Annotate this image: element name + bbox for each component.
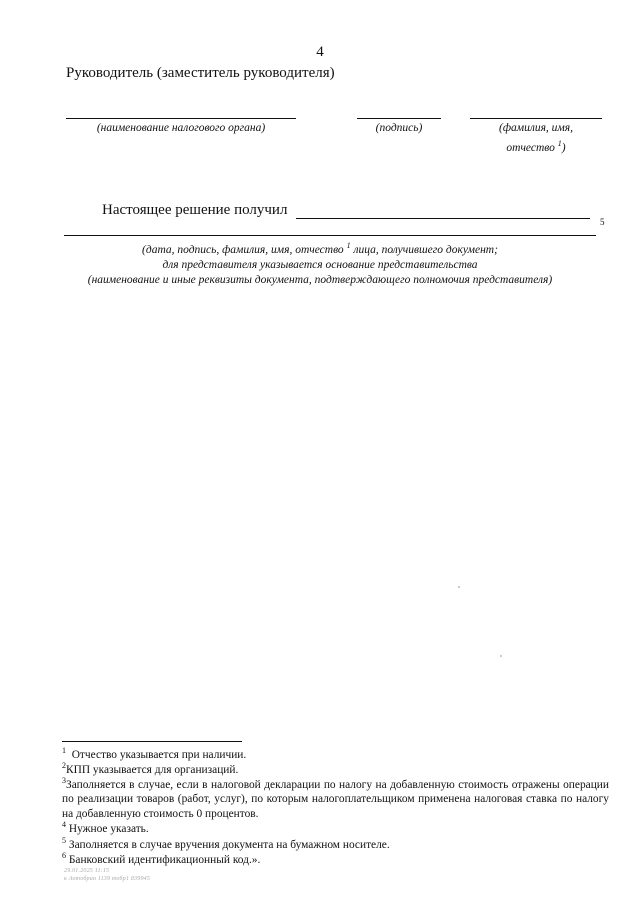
received-caption bbox=[40, 238, 600, 288]
signature-line bbox=[357, 118, 441, 119]
received-caption-line1: (дата, подпись, фамилия, имя, отчество $^1$ лица, получившего документ; bbox=[142, 241, 498, 256]
footnote-2: $^2$КПП указывается для организаций. bbox=[62, 761, 239, 776]
fullname-caption-line1: (фамилия, имя, bbox=[498, 122, 573, 134]
scan-speck bbox=[458, 586, 460, 588]
footnote-6: $^6$ Банковский идентификационный код.». bbox=[62, 851, 261, 866]
received-caption-line3: (наименование и иные реквизиты документа, подтверждающего полномочия представителя) bbox=[87, 273, 553, 286]
received-footnote-mark: 5 bbox=[600, 217, 605, 227]
page-number: 4 bbox=[316, 44, 324, 60]
received-label: Настоящее решение получил bbox=[102, 202, 288, 218]
fullname-caption-line2: отчество $^1$) bbox=[506, 139, 566, 154]
footnote-4: $^4$ Нужное указать. bbox=[62, 820, 149, 835]
fullname-line bbox=[470, 118, 602, 119]
footnote-5: $^5$ Заполняется в случае вручения документа на бумажном носителе. bbox=[62, 836, 390, 851]
received-caption-line2: для представителя указывается основание представительства bbox=[162, 258, 478, 271]
authority-line bbox=[66, 118, 296, 119]
received-line-1 bbox=[296, 218, 590, 219]
signature-caption: (подпись) bbox=[375, 122, 423, 134]
scan-speck bbox=[500, 655, 502, 657]
doc-stamp-line-2: к Аотобрин 1139 тобр1 839945 bbox=[64, 876, 151, 882]
footnote-separator bbox=[62, 741, 242, 742]
footnote-3: $^3$Заполняется в случае, если в налоговой декларации по налогу на добавленную стоимость отражены операции по реализации товаров (работ, услуг), по которым налогоплательщиком применена налоговая ставка по налогу на добавленную стоимость 0 процентов. bbox=[62, 776, 609, 820]
footnote-1: $^1$ Отчество указывается при наличии. bbox=[62, 746, 247, 761]
received-line-2 bbox=[64, 235, 596, 236]
doc-stamp-line-1: 29.01.2025 11:15 bbox=[64, 868, 110, 874]
head-title: Руководитель (заместитель руководителя) bbox=[66, 65, 335, 81]
fullname-caption bbox=[470, 121, 602, 156]
authority-caption: (наименование налогового органа) bbox=[96, 122, 266, 134]
